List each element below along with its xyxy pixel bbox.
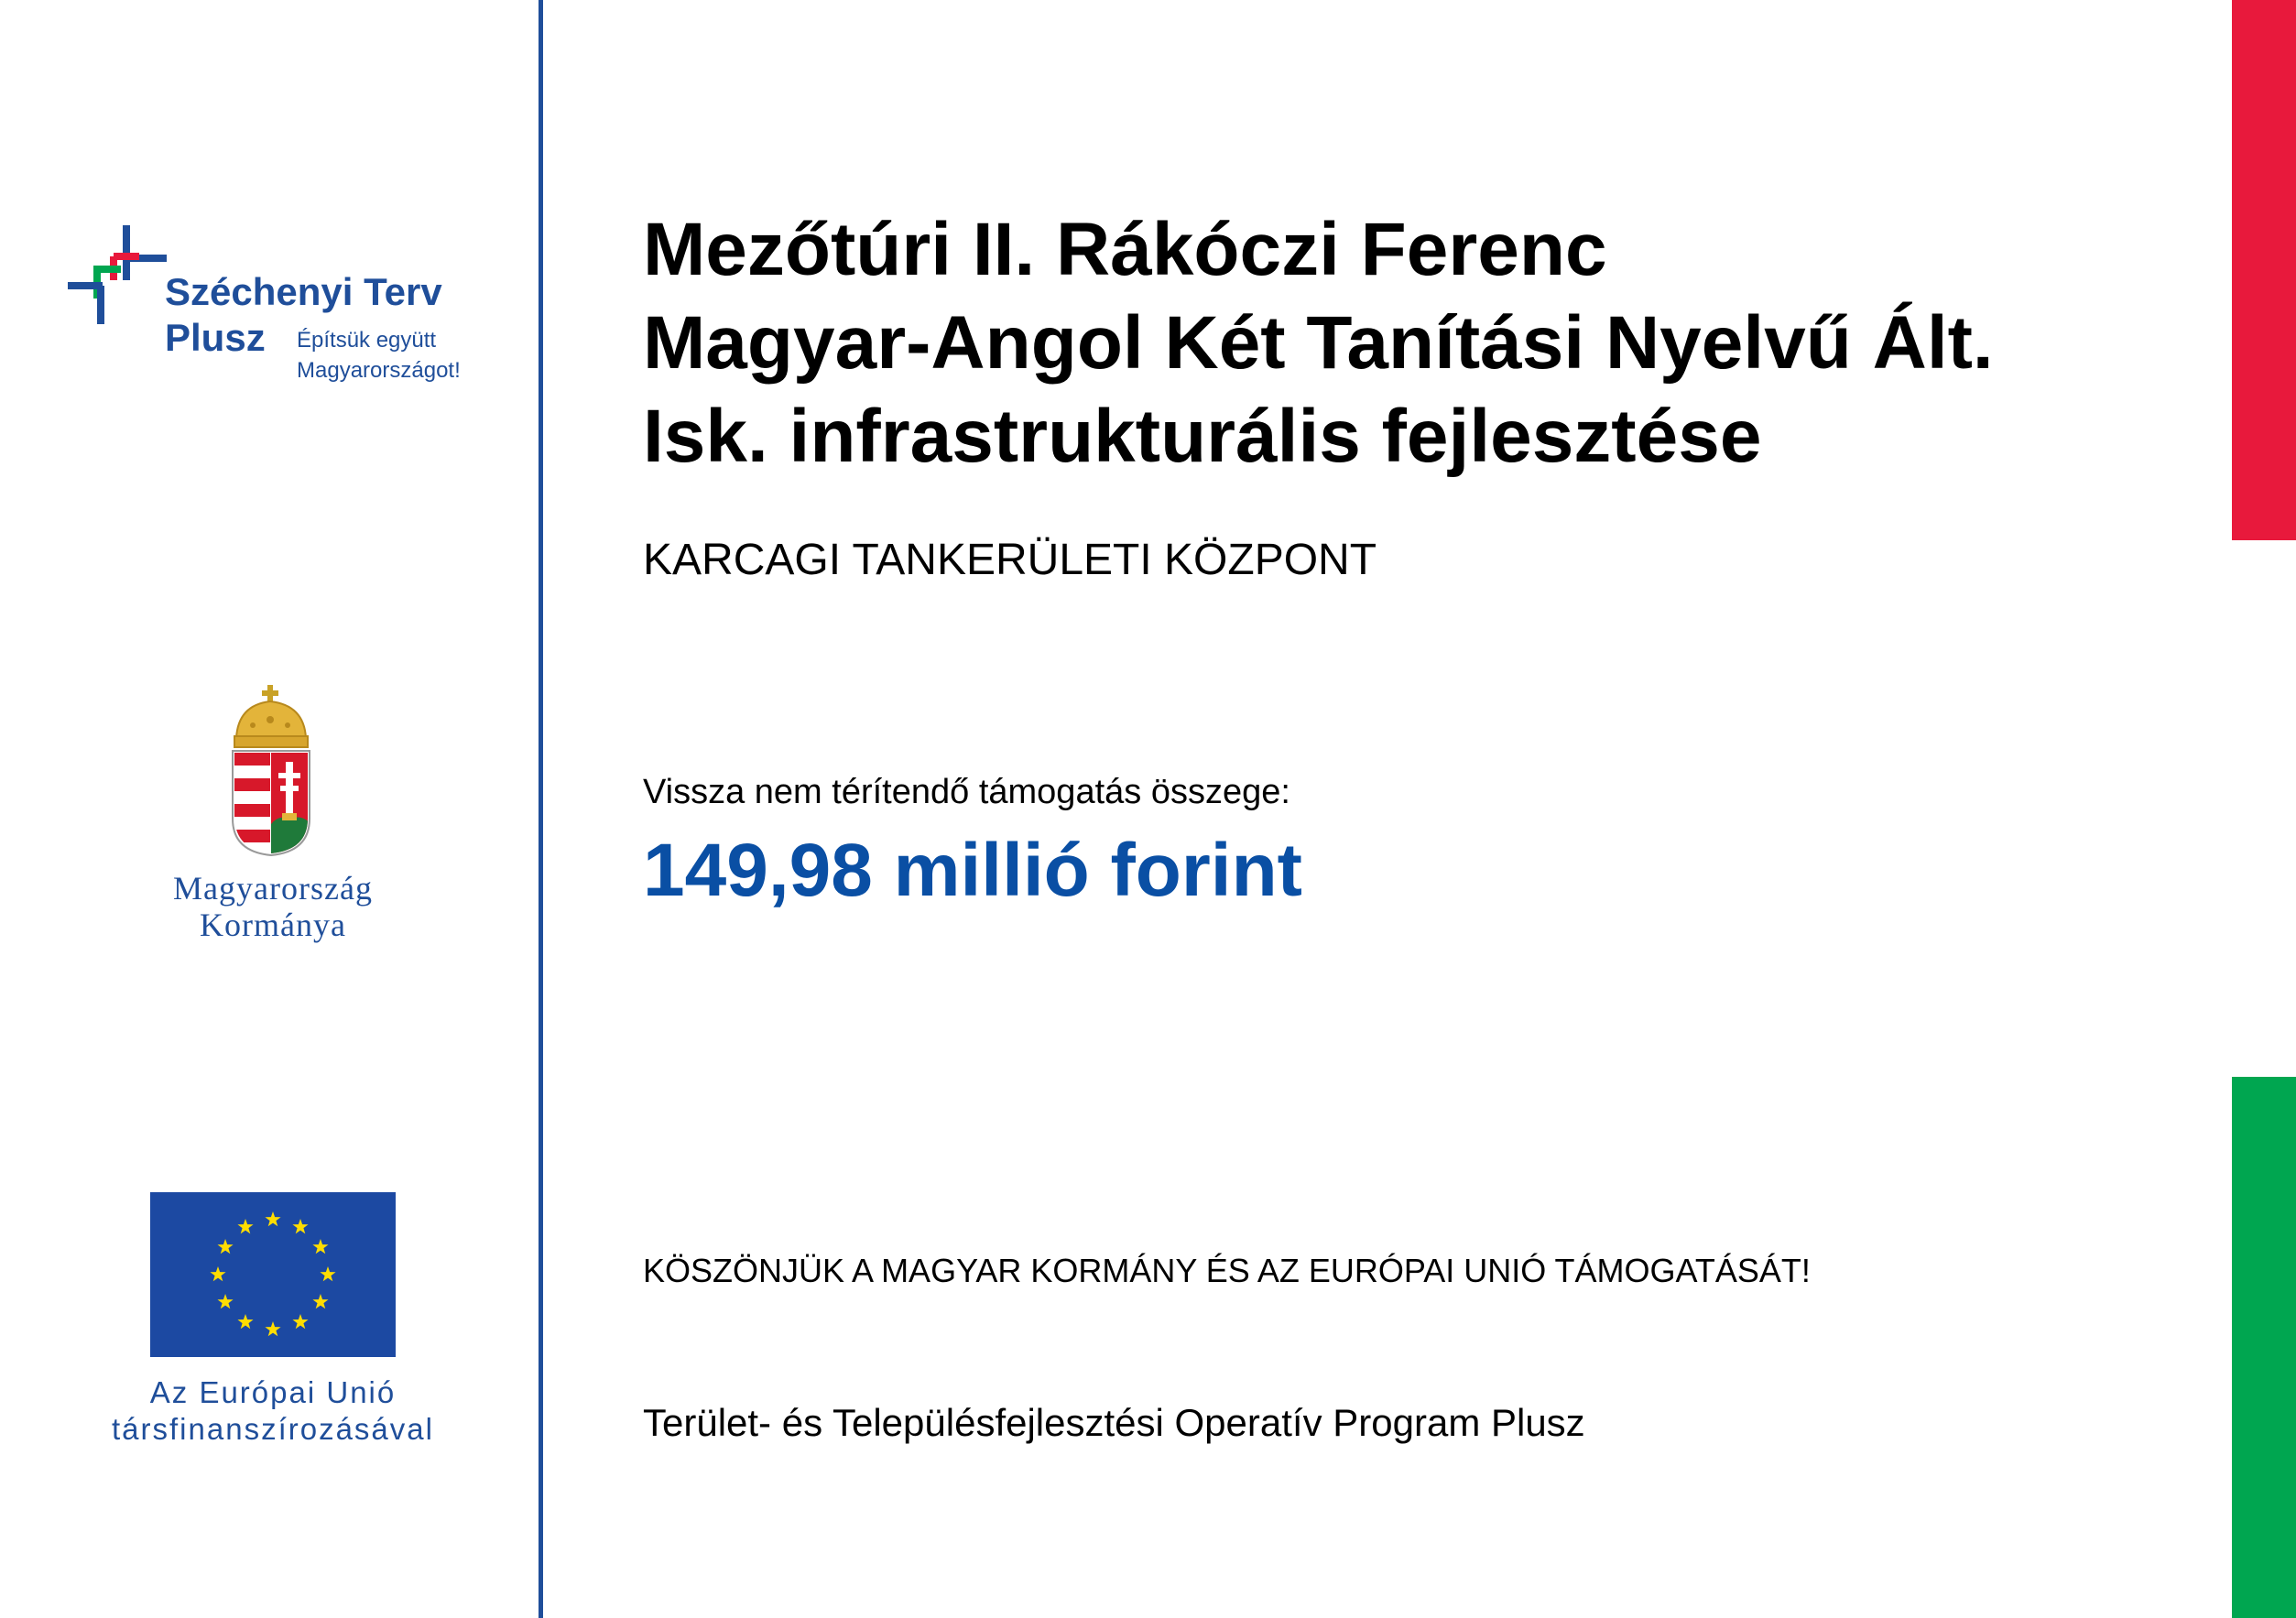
support-amount-value: 149,98 millió forint <box>643 829 1302 912</box>
support-amount-label: Vissza nem térítendő támogatás összege: <box>643 773 1290 811</box>
vertical-divider <box>539 0 543 1618</box>
beneficiary-name: KARCAGI TANKERÜLETI KÖZPONT <box>643 536 1377 584</box>
szechenyi-title-line2: Plusz <box>165 316 266 359</box>
program-name: Terület- és Településfejlesztési Operatív Program Plusz <box>643 1401 1585 1444</box>
flag-green-stripe <box>2232 1077 2296 1618</box>
project-title-line: Mezőtúri II. Rákóczi Ferenc <box>643 208 1607 291</box>
project-title-line: Magyar-Angol Két Tanítási Nyelvű Ált. <box>643 301 1994 385</box>
eu-logo-line1: Az Európai Unió <box>149 1375 397 1409</box>
eu-logo-line2: társfinanszírozásával <box>112 1412 434 1446</box>
szechenyi-slogan-line1: Építsük együtt <box>297 328 437 353</box>
hungarian-coat-of-arms-icon <box>227 685 315 857</box>
project-title <box>643 203 2218 483</box>
gov-logo-line2: Kormánya <box>200 907 346 943</box>
flag-red-stripe <box>2232 0 2296 540</box>
eu-flag-icon <box>150 1192 396 1357</box>
thanks-message: KÖSZÖNJÜK A MAGYAR KORMÁNY ÉS AZ EURÓPAI UNIÓ TÁMOGATÁSÁT! <box>643 1252 1811 1289</box>
project-title-line: Isk. infrastrukturális fejlesztése <box>643 395 1762 478</box>
szechenyi-cross-icon <box>66 222 174 330</box>
szechenyi-title-line1: Széchenyi Terv <box>165 270 442 313</box>
gov-logo-line1: Magyarország <box>173 870 373 907</box>
szechenyi-slogan-line2: Magyarországot! <box>297 358 461 383</box>
szechenyi-terv-logo <box>66 216 496 399</box>
